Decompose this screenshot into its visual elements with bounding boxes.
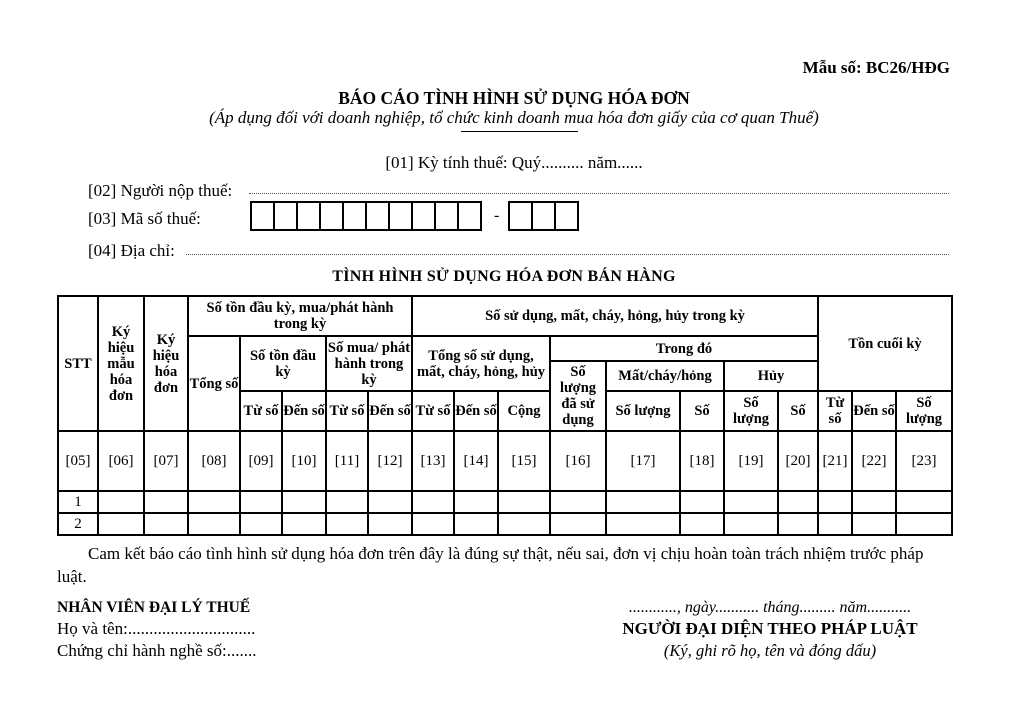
header-quantity: Số lượng bbox=[606, 391, 680, 431]
table-cell[interactable] bbox=[326, 491, 368, 513]
table-cell[interactable] bbox=[724, 491, 778, 513]
column-index: [07] bbox=[144, 431, 188, 491]
header-invoice-symbol: Ký hiệu hóa đơn bbox=[144, 296, 188, 431]
tax-code-digit-box[interactable] bbox=[554, 201, 579, 231]
table-cell[interactable] bbox=[188, 491, 240, 513]
table-cell[interactable] bbox=[680, 491, 724, 513]
header-sum: Cộng bbox=[498, 391, 550, 431]
table-cell[interactable] bbox=[98, 513, 144, 535]
form-code: Mẫu số: BC26/HĐG bbox=[802, 58, 950, 77]
subtitle-part: ua hóa đơn giấy của cơ quan Thuế) bbox=[576, 108, 819, 127]
header-of-which: Trong đó bbox=[550, 336, 818, 361]
header-used-group: Số sử dụng, mất, cháy, hỏng, hủy trong kỳ bbox=[412, 296, 818, 336]
table-cell[interactable] bbox=[550, 513, 606, 535]
address-input[interactable] bbox=[186, 254, 949, 255]
column-index: [12] bbox=[368, 431, 412, 491]
table-cell[interactable] bbox=[818, 513, 852, 535]
tax-code-digit-box[interactable] bbox=[411, 201, 434, 231]
report-subtitle bbox=[0, 108, 1028, 128]
tax-code-dash: - bbox=[494, 207, 500, 224]
column-index: [14] bbox=[454, 431, 498, 491]
column-index: [06] bbox=[98, 431, 144, 491]
tax-code-digit-box[interactable] bbox=[508, 201, 531, 231]
column-index: [21] bbox=[818, 431, 852, 491]
column-index: [16] bbox=[550, 431, 606, 491]
column-index: [05] bbox=[58, 431, 98, 491]
tax-code-main-boxes[interactable] bbox=[250, 201, 482, 231]
table-cell[interactable] bbox=[454, 513, 498, 535]
header-opening-group: Số tồn đầu kỳ, mua/phát hành trong kỳ bbox=[188, 296, 412, 336]
header-number: Số bbox=[778, 391, 818, 431]
header-number: Số bbox=[680, 391, 724, 431]
header-total: Tổng số bbox=[188, 336, 240, 431]
header-from-no: Từ số bbox=[412, 391, 454, 431]
tax-code-digit-box[interactable] bbox=[457, 201, 482, 231]
header-cancelled: Hủy bbox=[724, 361, 818, 391]
table-cell[interactable] bbox=[282, 491, 326, 513]
header-opening-stock: Số tồn đầu kỳ bbox=[240, 336, 326, 391]
header-form-symbol: Ký hiệu mẫu hóa đơn bbox=[98, 296, 144, 431]
column-index: [19] bbox=[724, 431, 778, 491]
row-stt: 1 bbox=[58, 491, 98, 513]
table-cell[interactable] bbox=[680, 513, 724, 535]
table-cell[interactable] bbox=[896, 491, 952, 513]
table-cell[interactable] bbox=[188, 513, 240, 535]
table-cell[interactable] bbox=[412, 513, 454, 535]
column-index-row bbox=[58, 431, 952, 491]
report-title: BÁO CÁO TÌNH HÌNH SỬ DỤNG HÓA ĐƠN bbox=[338, 88, 690, 108]
tax-code-digit-box[interactable] bbox=[250, 201, 273, 231]
tax-code-digit-box[interactable] bbox=[273, 201, 296, 231]
table-cell[interactable] bbox=[368, 513, 412, 535]
table-row bbox=[58, 491, 952, 513]
column-index: [17] bbox=[606, 431, 680, 491]
table-cell[interactable] bbox=[498, 513, 550, 535]
tax-code-digit-box[interactable] bbox=[319, 201, 342, 231]
table-cell[interactable] bbox=[778, 513, 818, 535]
taxpayer-label: [02] Người nộp thuế: bbox=[88, 181, 233, 200]
address-label: [04] Địa chỉ: bbox=[88, 241, 175, 260]
header-used-total: Tổng số sử dụng, mất, cháy, hỏng, hủy bbox=[412, 336, 550, 391]
column-index: [08] bbox=[188, 431, 240, 491]
column-index: [13] bbox=[412, 431, 454, 491]
header-quantity: Số lượng bbox=[724, 391, 778, 431]
table-cell[interactable] bbox=[852, 491, 896, 513]
section-title: TÌNH HÌNH SỬ DỤNG HÓA ĐƠN BÁN HÀNG bbox=[332, 268, 676, 285]
table-cell[interactable] bbox=[724, 513, 778, 535]
header-qty-used: Số lượng đã sử dụng bbox=[550, 361, 606, 431]
table-cell[interactable] bbox=[454, 491, 498, 513]
table-cell[interactable] bbox=[550, 491, 606, 513]
header-stt: STT bbox=[58, 296, 98, 431]
subtitle-part: (Áp dụng đối với doanh nghiệp, tổ ch bbox=[209, 108, 463, 127]
table-cell[interactable] bbox=[240, 491, 282, 513]
header-from-no: Từ số bbox=[818, 391, 852, 431]
taxpayer-input[interactable] bbox=[249, 193, 949, 194]
column-index: [10] bbox=[282, 431, 326, 491]
tax-code-digit-box[interactable] bbox=[342, 201, 365, 231]
invoice-usage-table bbox=[57, 295, 953, 536]
tax-code-digit-box[interactable] bbox=[388, 201, 411, 231]
agent-title: NHÂN VIÊN ĐẠI LÝ THUẾ bbox=[57, 599, 251, 616]
header-to-no: Đến số bbox=[852, 391, 896, 431]
header-to-no: Đến số bbox=[454, 391, 498, 431]
column-index: [09] bbox=[240, 431, 282, 491]
tax-code-label: [03] Mã số thuế: bbox=[88, 209, 201, 228]
table-cell[interactable] bbox=[606, 491, 680, 513]
representative-title: NGƯỜI ĐẠI DIỆN THEO PHÁP LUẬT bbox=[622, 619, 918, 638]
table-cell[interactable] bbox=[144, 491, 188, 513]
row-stt: 2 bbox=[58, 513, 98, 535]
tax-code-digit-box[interactable] bbox=[296, 201, 319, 231]
tax-code-digit-box[interactable] bbox=[531, 201, 554, 231]
header-quantity: Số lượng bbox=[896, 391, 952, 431]
table-cell[interactable] bbox=[498, 491, 550, 513]
tax-period-field[interactable]: [01] Kỳ tính thuế: Quý.......... năm...... bbox=[385, 153, 643, 172]
column-index: [23] bbox=[896, 431, 952, 491]
column-index: [18] bbox=[680, 431, 724, 491]
column-index: [22] bbox=[852, 431, 896, 491]
header-to-no: Đến số bbox=[368, 391, 412, 431]
tax-code-branch-boxes[interactable] bbox=[508, 201, 579, 231]
table-cell[interactable] bbox=[144, 513, 188, 535]
header-from-no: Từ số bbox=[240, 391, 282, 431]
table-cell[interactable] bbox=[368, 491, 412, 513]
table-cell[interactable] bbox=[818, 491, 852, 513]
table-cell[interactable] bbox=[326, 513, 368, 535]
subtitle-underlined: ức kinh doanh m bbox=[462, 108, 577, 127]
table-cell[interactable] bbox=[778, 491, 818, 513]
table-cell[interactable] bbox=[98, 491, 144, 513]
column-index: [15] bbox=[498, 431, 550, 491]
agent-name-field[interactable]: Họ và tên:.............................. bbox=[57, 619, 256, 638]
tax-code-digit-box[interactable] bbox=[434, 201, 457, 231]
table-cell[interactable] bbox=[240, 513, 282, 535]
table-cell[interactable] bbox=[606, 513, 680, 535]
header-closing: Tồn cuối kỳ bbox=[818, 296, 952, 391]
header-from-no: Từ số bbox=[326, 391, 368, 431]
table-cell[interactable] bbox=[896, 513, 952, 535]
header-lost: Mất/cháy/hỏng bbox=[606, 361, 724, 391]
tax-code-digit-box[interactable] bbox=[365, 201, 388, 231]
representative-note: (Ký, ghi rõ họ, tên và đóng dấu) bbox=[663, 641, 877, 660]
header-to-no: Đến số bbox=[282, 391, 326, 431]
signature-date-field[interactable]: ............, ngày........... tháng......... năm........... bbox=[628, 599, 912, 616]
agent-certificate-field[interactable]: Chứng chỉ hành nghề số:....... bbox=[57, 641, 257, 660]
column-index: [11] bbox=[326, 431, 368, 491]
header-purchased: Số mua/ phát hành trong kỳ bbox=[326, 336, 412, 391]
commitment-text: Cam kết báo cáo tình hình sử dụng hóa đơn trên đây là đúng sự thật, nếu sai, đơn vị chịu hoàn toàn trách nhiệm trước pháp luật. bbox=[57, 544, 924, 586]
table-row bbox=[58, 513, 952, 535]
table-cell[interactable] bbox=[852, 513, 896, 535]
table-cell[interactable] bbox=[282, 513, 326, 535]
column-index: [20] bbox=[778, 431, 818, 491]
table-cell[interactable] bbox=[412, 491, 454, 513]
